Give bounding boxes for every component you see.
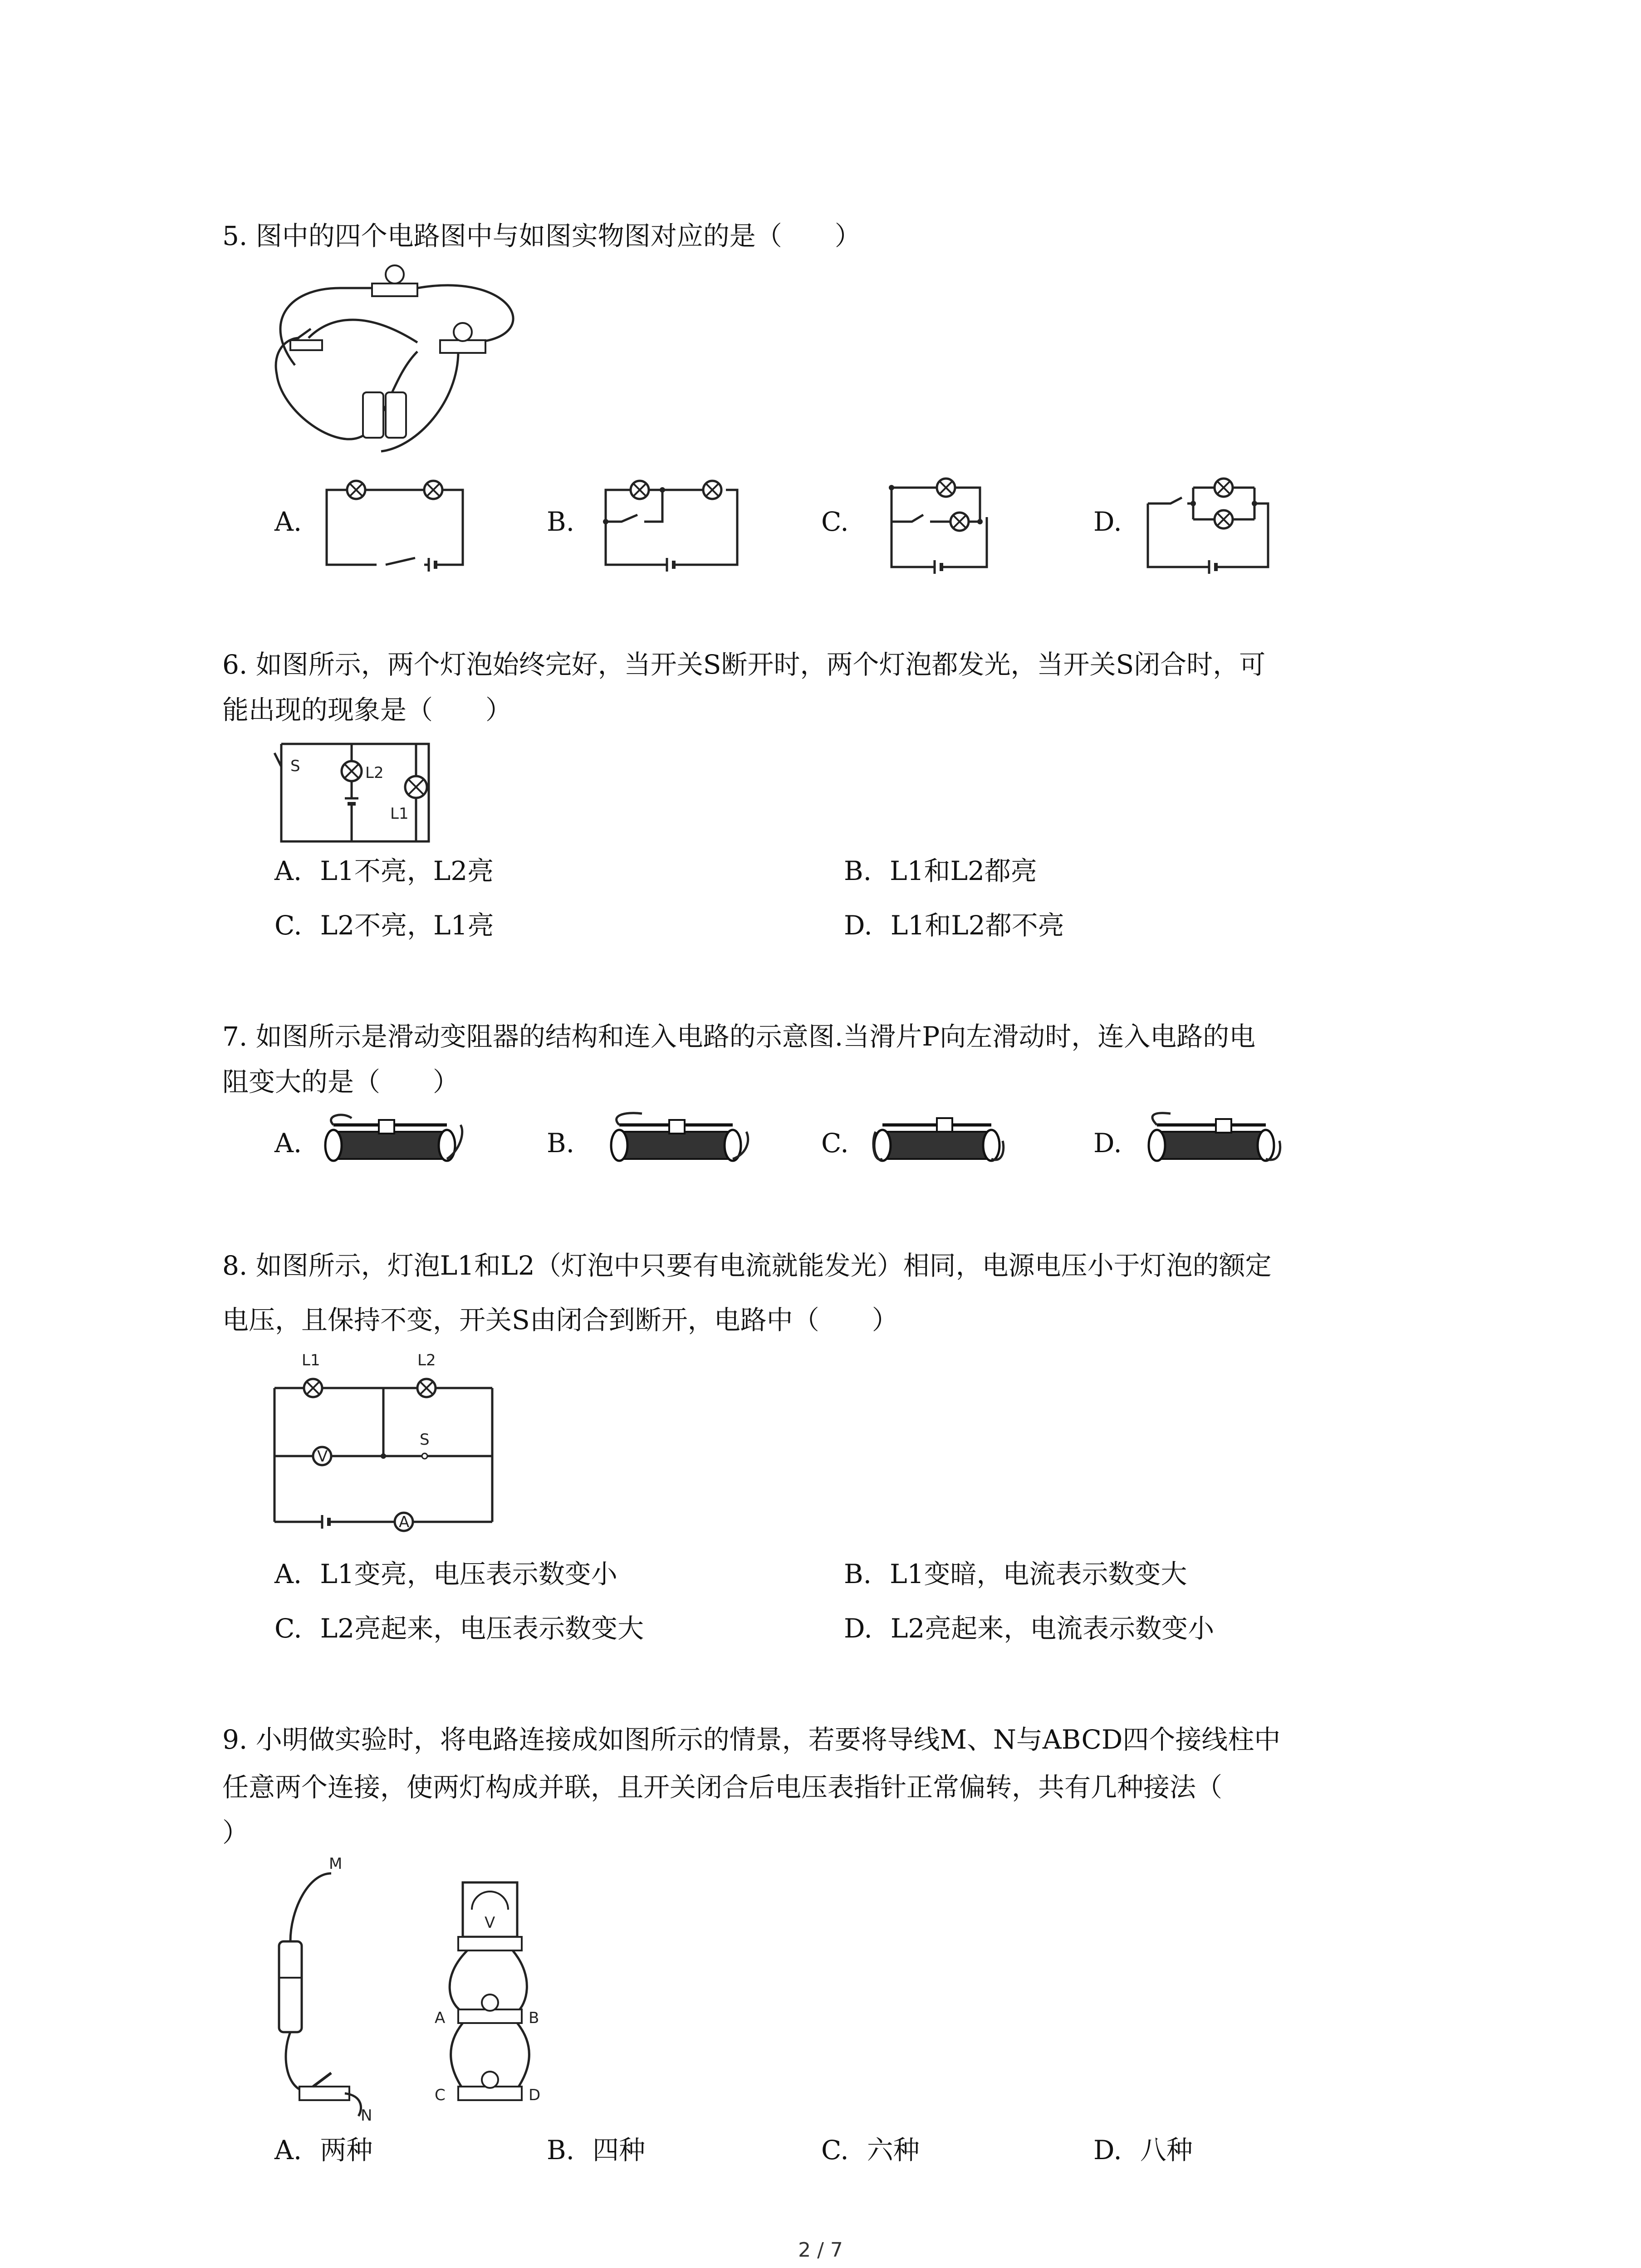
- q5-option-a-label: A.: [274, 506, 302, 537]
- q6-option-b[interactable]: [844, 853, 1037, 889]
- q7-option-b[interactable]: [547, 1125, 574, 1161]
- q6-option-a[interactable]: [274, 853, 494, 889]
- page-number: 2 / 7: [798, 2239, 843, 2262]
- q9-label-n: N: [361, 2107, 372, 2125]
- q8-label-s: S: [420, 1431, 430, 1449]
- q9-battery-switch-figure: [272, 1855, 390, 2127]
- q6-option-d-text: L1和L2都不亮: [890, 910, 1064, 941]
- q9-label-d: D: [529, 2086, 541, 2104]
- q7-rheostat-d: [1143, 1114, 1284, 1173]
- q8-circuit-figure: [272, 1345, 499, 1535]
- q8-option-b-text: L1变暗，电流表示数变大: [890, 1559, 1187, 1589]
- q8-voltmeter-label: V: [317, 1447, 328, 1466]
- q7-rheostat-c: [873, 1114, 1009, 1173]
- q9-option-b-label: B.: [547, 2135, 575, 2165]
- q6-label-s: S: [290, 757, 300, 775]
- q9-label-b: B: [529, 2009, 539, 2027]
- q5-option-d-circuit: [1146, 474, 1270, 572]
- q5-option-a-circuit: [324, 476, 465, 569]
- question-7-line-2: 阻变大的是（ ）: [222, 1066, 460, 1097]
- q6-option-c-text: L2不亮，L1亮: [320, 910, 494, 941]
- q9-option-d-text: 八种: [1140, 2135, 1193, 2165]
- q9-label-m: M: [329, 1855, 343, 1873]
- q6-option-c[interactable]: [274, 907, 494, 943]
- question-8-line-1: 8. 如图所示，灯泡L1和L2（灯泡中只要有电流就能发光）相同，电源电压小于灯泡的额定: [222, 1250, 1272, 1281]
- q9-option-d-label: D.: [1093, 2135, 1122, 2165]
- q5-option-c[interactable]: [821, 503, 849, 540]
- q9-label-a: A: [435, 2009, 446, 2027]
- q6-label-l1: L1: [390, 805, 409, 823]
- q8-option-b[interactable]: [844, 1556, 1187, 1592]
- q9-option-c[interactable]: [821, 2132, 920, 2168]
- q6-option-d[interactable]: [844, 907, 1064, 943]
- q7-option-c-label: C.: [821, 1128, 849, 1158]
- q8-option-c-label: C.: [274, 1613, 302, 1644]
- q5-option-b[interactable]: [547, 503, 574, 540]
- q7-rheostat-a: [324, 1114, 470, 1173]
- q8-ammeter-label: A: [399, 1513, 410, 1531]
- q9-option-a-text: 两种: [320, 2135, 373, 2165]
- question-8-line-2: 电压，且保持不变，开关S由闭合到断开，电路中（ ）: [222, 1305, 898, 1335]
- q8-option-d-text: L2亮起来，电流表示数变小: [890, 1613, 1215, 1644]
- q5-option-b-label: B.: [547, 506, 575, 537]
- q8-option-d-label: D.: [844, 1613, 872, 1644]
- q6-option-a-label: A.: [274, 855, 302, 886]
- q6-label-l2: L2: [365, 764, 384, 782]
- q9-option-b[interactable]: [547, 2132, 645, 2168]
- q8-label-l2: L2: [417, 1351, 436, 1369]
- q7-option-d[interactable]: [1093, 1125, 1122, 1161]
- q9-lamps-voltmeter-figure: [431, 1873, 549, 2127]
- question-9-line-1: 9. 小明做实验时，将电路连接成如图所示的情景，若要将导线M、N与ABCD四个接线柱中: [222, 1724, 1281, 1755]
- q8-option-d[interactable]: [844, 1610, 1214, 1647]
- q7-rheostat-b: [601, 1114, 755, 1173]
- q9-option-c-label: C.: [821, 2135, 849, 2165]
- q8-option-c[interactable]: [274, 1610, 644, 1647]
- question-5-text: 5. 图中的四个电路图中与如图实物图对应的是（ ）: [222, 220, 861, 251]
- question-6-line-1: 6. 如图所示，两个灯泡始终完好，当开关S断开时，两个灯泡都发光，当开关S闭合时，可: [222, 649, 1266, 680]
- q8-option-a[interactable]: [274, 1556, 617, 1592]
- q8-label-l1: L1: [302, 1351, 320, 1369]
- q8-option-c-text: L2亮起来，电压表示数变大: [320, 1613, 644, 1644]
- q6-option-c-label: C.: [274, 910, 302, 941]
- q5-option-c-circuit: [873, 472, 991, 572]
- q8-option-b-label: B.: [844, 1559, 872, 1589]
- q7-option-d-label: D.: [1093, 1128, 1122, 1158]
- q7-option-a-label: A.: [274, 1128, 302, 1158]
- q9-option-b-text: 四种: [593, 2135, 646, 2165]
- q9-label-c: C: [435, 2086, 446, 2104]
- question-6-line-2: 能出现的现象是（ ）: [222, 694, 512, 725]
- q7-option-b-label: B.: [547, 1128, 575, 1158]
- question-7-line-1: 7. 如图所示是滑动变阻器的结构和连入电路的示意图.当滑片P向左滑动时，连入电路的电: [222, 1021, 1256, 1052]
- q8-option-a-text: L1变亮，电压表示数变小: [320, 1559, 617, 1589]
- q6-circuit-figure: [274, 739, 438, 846]
- q6-option-b-text: L1和L2都亮: [890, 855, 1037, 886]
- q6-option-d-label: D.: [844, 910, 872, 941]
- q9-option-a[interactable]: [274, 2132, 372, 2168]
- q5-option-b-circuit: [603, 476, 740, 569]
- q5-option-d-label: D.: [1093, 506, 1122, 537]
- q6-option-b-label: B.: [844, 855, 872, 886]
- q9-option-d[interactable]: [1093, 2132, 1193, 2168]
- question-9-line-2: 任意两个连接，使两灯构成并联，且开关闭合后电压表指针正常偏转，共有几种接法（: [222, 1772, 1223, 1803]
- q5-physical-circuit-figure: [268, 261, 549, 465]
- q9-voltmeter-label: V: [485, 1914, 495, 1932]
- q6-option-a-text: L1不亮，L2亮: [320, 855, 494, 886]
- q7-option-a[interactable]: [274, 1125, 302, 1161]
- q7-option-c[interactable]: [821, 1125, 849, 1161]
- question-9-line-3: ）: [222, 1817, 249, 1848]
- q9-option-a-label: A.: [274, 2135, 302, 2165]
- q5-option-d[interactable]: [1093, 503, 1122, 540]
- q9-option-c-text: 六种: [867, 2135, 920, 2165]
- q5-option-a[interactable]: [274, 503, 302, 540]
- q5-option-c-label: C.: [821, 506, 849, 537]
- q8-option-a-label: A.: [274, 1559, 302, 1589]
